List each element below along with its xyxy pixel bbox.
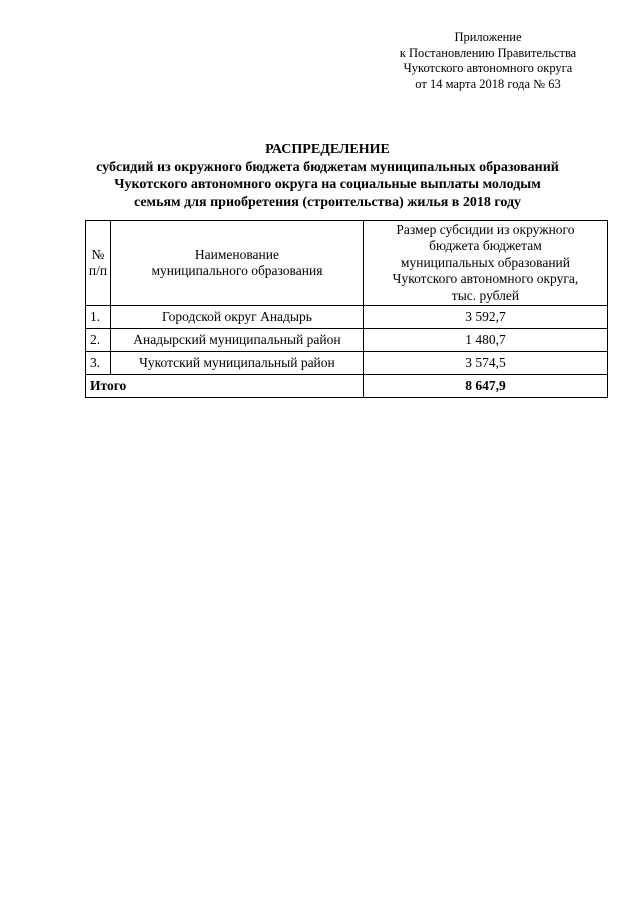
appendix-block: [388, 30, 588, 92]
header-amount-line: Чукотского автономного округа,: [392, 271, 579, 287]
header-amount-line: Размер субсидии из окружного: [396, 221, 575, 237]
header-amount-line: муниципальных образований: [400, 254, 570, 270]
row-name: Чукотский муниципальный район: [110, 352, 363, 375]
row-number: 1.: [86, 306, 111, 329]
header-name-line: Наименование: [194, 247, 279, 262]
header-name-line: муниципального образования: [151, 263, 323, 278]
table-header-row: [86, 221, 608, 306]
title-line: Чукотского автономного округа на социальные выплаты молодым: [114, 177, 541, 192]
total-label: Итого: [86, 375, 364, 398]
row-name: Анадырский муниципальный район: [110, 329, 363, 352]
table-row: [86, 329, 608, 352]
header-amount: [363, 221, 607, 306]
appendix-line: Приложение: [454, 30, 522, 44]
appendix-line: к Постановлению Правительства: [399, 45, 577, 60]
header-number-line: п/п: [88, 263, 108, 278]
header-amount-line: тыс. рублей: [451, 287, 520, 303]
header-name: [110, 221, 363, 306]
row-amount: 3 574,5: [363, 352, 607, 375]
appendix-line: Чукотского автономного округа: [403, 61, 573, 75]
row-amount: 1 480,7: [363, 329, 607, 352]
title-heading: РАСПРЕДЕЛЕНИЕ: [265, 142, 390, 157]
header-number: [86, 221, 111, 306]
header-amount-line: бюджета бюджетам: [429, 238, 542, 254]
distribution-table: [85, 220, 608, 398]
row-amount: 3 592,7: [363, 306, 607, 329]
appendix-line: от 14 марта 2018 года № 63: [415, 76, 561, 91]
total-row: [86, 375, 608, 398]
table-row: [86, 306, 608, 329]
header-number-line: №: [91, 247, 105, 262]
row-number: 2.: [86, 329, 111, 352]
title-line: семьям для приобретения (строительства) жилья в 2018 году: [133, 194, 522, 210]
row-name: Городской округ Анадырь: [110, 306, 363, 329]
total-amount: 8 647,9: [363, 375, 607, 398]
row-number: 3.: [86, 352, 111, 375]
title-line: субсидий из окружного бюджета бюджетам муниципальных образований: [96, 159, 559, 175]
table-row: [86, 352, 608, 375]
document-title: [60, 141, 595, 211]
